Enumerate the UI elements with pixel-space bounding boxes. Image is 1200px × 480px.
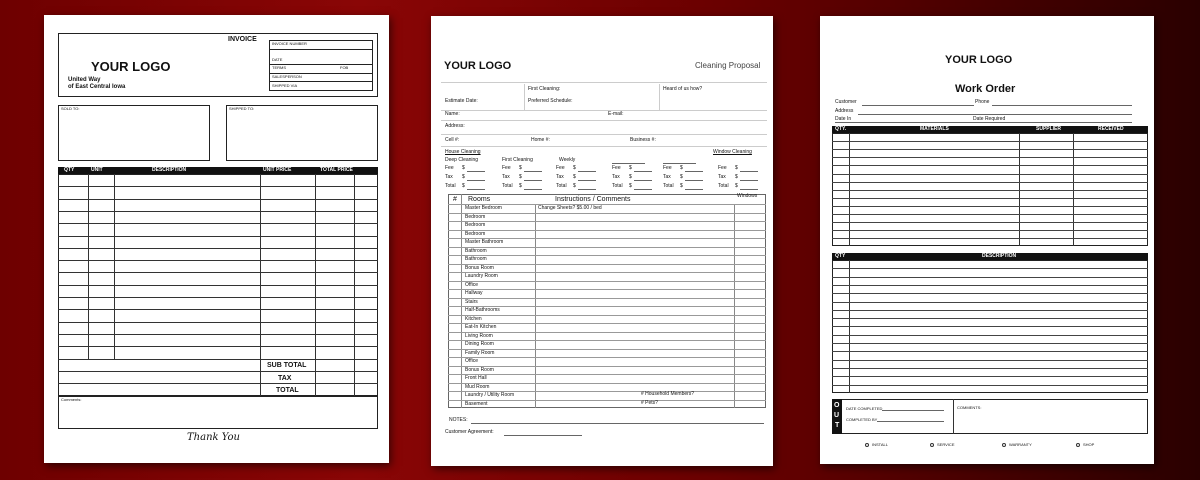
- col-qty: QTY: [64, 167, 75, 173]
- materials-row-line: [832, 149, 1148, 150]
- out-box: [832, 399, 1148, 434]
- install-label: INSTALL: [872, 442, 888, 447]
- first-cleaning-label: First Cleaning:: [528, 86, 561, 92]
- materials-row-line: [832, 165, 1148, 166]
- room-name: Mud Room: [465, 383, 490, 390]
- dollar-sign: $: [680, 174, 683, 180]
- room-row-line: [448, 366, 766, 367]
- cleaning-proposal-sheet: [431, 16, 773, 466]
- materials-row-line: [832, 190, 1148, 191]
- dollar-sign: $: [735, 183, 738, 189]
- invoice-row-line: [58, 211, 378, 212]
- tax-label: Tax: [502, 174, 510, 180]
- estimate-date-label: Estimate Date:: [445, 98, 478, 104]
- total-label: Total: [556, 183, 567, 189]
- dollar-sign: $: [462, 174, 465, 180]
- room-row-line: [448, 374, 766, 375]
- dollar-sign: $: [680, 183, 683, 189]
- room-name: Stairs: [465, 298, 478, 305]
- invoice-col-line: [114, 174, 115, 359]
- total-label: Total: [445, 183, 456, 189]
- dollar-sign: $: [680, 165, 683, 171]
- total-label: Total: [718, 183, 729, 189]
- amount-field[interactable]: [578, 171, 596, 172]
- col-description-wo: DESCRIPTION: [982, 253, 1017, 259]
- amount-field[interactable]: [740, 189, 758, 190]
- warranty-label: WARRANTY: [1009, 442, 1032, 447]
- shipped-to-label: SHIPPED TO:: [229, 106, 255, 111]
- dollar-sign: $: [735, 174, 738, 180]
- room-name: Office: [465, 358, 478, 364]
- room-row-line: [448, 340, 766, 341]
- dollar-sign: $: [519, 183, 522, 189]
- materials-row-line: [832, 230, 1148, 231]
- room-name: Bedroom: [465, 213, 486, 220]
- room-name: Basement: [465, 400, 488, 407]
- room-row-line: [448, 349, 766, 350]
- col-total-price: TOTAL PRICE: [320, 167, 353, 173]
- warranty-checkbox[interactable]: [1002, 443, 1006, 447]
- shop-checkbox[interactable]: [1076, 443, 1080, 447]
- room-name: Master Bedroom: [465, 205, 502, 211]
- amount-field[interactable]: [524, 171, 542, 172]
- room-name: Laundry Room: [465, 273, 498, 279]
- invoice-row-line: [58, 383, 378, 384]
- room-name: Bathroom: [465, 247, 487, 254]
- home-label: Home #:: [531, 137, 550, 143]
- invoice-col-line: [88, 174, 89, 359]
- rooms-hash-header: #: [453, 196, 457, 203]
- description-table-header: [832, 253, 1148, 260]
- amount-field[interactable]: [467, 180, 485, 181]
- room-name: Dining Room: [465, 341, 494, 347]
- total-label: Total: [612, 183, 623, 189]
- room-row-line: [448, 247, 766, 248]
- invoice-row-line: [58, 260, 378, 261]
- room-name: Family Room: [465, 349, 495, 356]
- room-row-line: [448, 315, 766, 316]
- col-unit: UNIT: [91, 167, 103, 173]
- invoice-sheet: [44, 15, 389, 463]
- invoice-col-line: [260, 174, 261, 396]
- description-row-line: [832, 326, 1148, 327]
- invoice-row-line: [58, 371, 378, 372]
- service-checkbox[interactable]: [930, 443, 934, 447]
- window-cleaning-label: Window Cleaning: [713, 149, 752, 155]
- room-name: Bedroom: [465, 222, 486, 228]
- amount-field[interactable]: [524, 180, 542, 181]
- shop-label: SHOP: [1083, 442, 1095, 447]
- description-row-line: [832, 277, 1148, 278]
- invoice-row-line: [58, 334, 378, 335]
- room-row-line: [448, 264, 766, 265]
- invoice-row-line: [58, 186, 378, 187]
- materials-row-line: [832, 182, 1148, 183]
- completed-by-label: COMPLETED BY: [846, 417, 878, 422]
- room-name: Master Bathroom: [465, 239, 504, 245]
- dollar-sign: $: [519, 165, 522, 171]
- amount-field[interactable]: [685, 171, 703, 172]
- dollar-sign: $: [519, 174, 522, 180]
- dollar-sign: $: [573, 174, 576, 180]
- dollar-sign: $: [462, 165, 465, 171]
- invoice-org-line1: United Way: [68, 77, 101, 83]
- materials-row-line: [832, 198, 1148, 199]
- col-supplier: SUPPLIER: [1036, 126, 1062, 132]
- name-label: Name:: [445, 111, 460, 117]
- room-name: Office: [465, 281, 478, 288]
- description-row-line: [832, 318, 1148, 319]
- invoice-table-header: [58, 167, 378, 174]
- room-name: Bathroom: [465, 256, 487, 262]
- col-qty-1: QTY.: [835, 126, 847, 132]
- out-letter-t: T: [835, 422, 840, 429]
- dollar-sign: $: [629, 174, 632, 180]
- description-row-line: [832, 335, 1148, 336]
- dollar-sign: $: [629, 183, 632, 189]
- amount-field[interactable]: [467, 189, 485, 190]
- tax-label: TAX: [278, 375, 292, 382]
- invoice-field-date: DATE: [272, 57, 283, 62]
- amount-field[interactable]: [634, 180, 652, 181]
- invoice-col-line: [354, 174, 355, 396]
- install-checkbox[interactable]: [865, 443, 869, 447]
- invoice-row-line: [58, 309, 378, 310]
- room-name: Hallway: [465, 290, 483, 296]
- dollar-sign: $: [629, 165, 632, 171]
- household-members: # Household Members?: [641, 391, 695, 397]
- total-label: Total: [663, 183, 674, 189]
- materials-row-line: [832, 174, 1148, 175]
- tax-label: Tax: [445, 174, 453, 180]
- notes-label: NOTES:: [449, 417, 468, 423]
- amount-field[interactable]: [578, 189, 596, 190]
- invoice-row-line: [58, 236, 378, 237]
- room-row-line: [448, 357, 766, 358]
- materials-table-header: [832, 126, 1148, 133]
- amount-field[interactable]: [634, 171, 652, 172]
- invoice-row-line: [58, 322, 378, 323]
- description-row-line: [832, 268, 1148, 269]
- invoice-row-line: [58, 223, 378, 224]
- instructions-header: Instructions / Comments: [555, 196, 631, 203]
- tax-label: Tax: [612, 174, 620, 180]
- room-row-line: [448, 255, 766, 256]
- tax-label: Tax: [663, 174, 671, 180]
- comments-box: [58, 396, 378, 429]
- description-row-line: [832, 285, 1148, 286]
- col-unit-price: UNIT PRICE: [263, 167, 292, 173]
- description-row-line: [832, 368, 1148, 369]
- customer-label: Customer: [835, 99, 857, 105]
- materials-row-line: [832, 206, 1148, 207]
- address-label: Address:: [445, 123, 465, 129]
- sub-total-label: SUB TOTAL: [267, 362, 307, 369]
- pets: # Pets?: [641, 400, 658, 406]
- room-row-line: [448, 213, 766, 214]
- description-row-line: [832, 360, 1148, 361]
- invoice-row-line: [58, 359, 378, 360]
- amount-field[interactable]: [685, 189, 703, 190]
- description-row-line: [832, 302, 1148, 303]
- amount-field[interactable]: [578, 180, 596, 181]
- customer-agreement-label: Customer Agreement:: [445, 429, 494, 435]
- preferred-schedule-label: Preferred Schedule:: [528, 98, 573, 104]
- room-name: Bedroom: [465, 230, 486, 237]
- materials-row-line: [832, 238, 1148, 239]
- thank-you: Thank You: [187, 432, 240, 443]
- dollar-sign: $: [573, 183, 576, 189]
- fee-label: Fee: [556, 165, 565, 171]
- invoice-field-terms: TERMS: [272, 65, 286, 70]
- col-description: DESCRIPTION: [152, 167, 187, 173]
- room-row-line: [448, 221, 766, 222]
- description-row-line: [832, 351, 1148, 352]
- fee-label: Fee: [612, 165, 621, 171]
- room-name: Bonus Room: [465, 366, 494, 373]
- invoice-field-number: INVOICE NUMBER: [272, 41, 307, 46]
- dollar-sign: $: [462, 183, 465, 189]
- room-row-line: [448, 400, 766, 401]
- date-in-label: Date In: [835, 116, 852, 122]
- invoice-row-line: [58, 285, 378, 286]
- room-name: Bonus Room: [465, 264, 494, 271]
- amount-field[interactable]: [740, 171, 758, 172]
- room-row-line: [448, 289, 766, 290]
- fee-label: Fee: [502, 165, 511, 171]
- workorder-logo: YOUR LOGO: [945, 54, 1013, 66]
- invoice-row-line: [58, 297, 378, 298]
- phone-label: Phone: [975, 99, 990, 105]
- description-row-line: [832, 343, 1148, 344]
- materials-row-line: [832, 222, 1148, 223]
- room-row-line: [448, 383, 766, 384]
- room-name: Front Hall: [465, 375, 487, 381]
- email-label: E-mail:: [608, 111, 624, 117]
- invoice-field-salesperson: SALESPERSON: [272, 74, 302, 79]
- materials-row-line: [832, 157, 1148, 158]
- invoice-row-line: [58, 248, 378, 249]
- description-row-line: [832, 293, 1148, 294]
- fee-label: Fee: [663, 165, 672, 171]
- address-label-wo: Address: [835, 108, 854, 114]
- rooms-table: [448, 194, 766, 408]
- weekly-col: Weekly: [559, 157, 576, 163]
- materials-row-line: [832, 141, 1148, 142]
- amount-field[interactable]: [634, 189, 652, 190]
- out-letter-u: U: [834, 412, 840, 419]
- room-name: Half-Bathrooms: [465, 307, 500, 313]
- heard-label: Heard of us how?: [663, 86, 703, 92]
- invoice-field-fob: FOB: [340, 65, 349, 70]
- room-name: Eat-In Kitchen: [465, 324, 497, 330]
- description-row-line: [832, 310, 1148, 311]
- amount-field[interactable]: [467, 171, 485, 172]
- tax-label: Tax: [718, 174, 726, 180]
- room-name: Kitchen: [465, 315, 482, 322]
- amount-field[interactable]: [740, 180, 758, 181]
- tax-label: Tax: [556, 174, 564, 180]
- workorder-title: Work Order: [955, 83, 1016, 95]
- date-required-label: Date Required: [973, 116, 1006, 122]
- dollar-sign: $: [735, 165, 738, 171]
- invoice-row-line: [58, 346, 378, 347]
- total-label: TOTAL: [276, 387, 299, 394]
- amount-field[interactable]: [524, 189, 542, 190]
- fee-label: Fee: [718, 165, 727, 171]
- first-cleaning-col: First Cleaning: [502, 157, 533, 163]
- cell-label: Cell #:: [445, 137, 460, 143]
- room-row-line: [448, 230, 766, 231]
- cleaning-logo: YOUR LOGO: [444, 60, 512, 72]
- description-row-line: [832, 376, 1148, 377]
- service-label: SERVICE: [937, 442, 955, 447]
- sold-to-label: SOLD TO:: [61, 106, 80, 111]
- materials-row-line: [832, 214, 1148, 215]
- dollar-sign: $: [573, 165, 576, 171]
- invoice-row-line: [58, 199, 378, 200]
- shipped-to-box: [226, 105, 378, 161]
- first-comment: Change Sheets? $5.00 / bed: [538, 205, 602, 211]
- room-name: Living Room: [465, 332, 493, 339]
- amount-field[interactable]: [685, 180, 703, 181]
- room-row-line: [448, 281, 766, 282]
- invoice-row-line: [58, 272, 378, 273]
- business-label: Business #:: [630, 137, 656, 143]
- room-name: Laundry / Utility Room: [465, 392, 515, 398]
- out-letter-o: O: [834, 402, 840, 409]
- invoice-org-line2: of East Central Iowa: [68, 84, 126, 90]
- deep-cleaning-col: Deep Cleaning: [445, 157, 479, 163]
- house-cleaning-label: House Cleaning: [445, 149, 481, 155]
- description-row-line: [832, 385, 1148, 386]
- invoice-col-line: [315, 174, 316, 396]
- col-received: RECEIVED: [1098, 126, 1124, 132]
- room-row-line: [448, 298, 766, 299]
- sold-to-box: [58, 105, 210, 161]
- invoice-logo: YOUR LOGO: [91, 59, 171, 74]
- windows-header: Windows: [737, 193, 758, 199]
- workorder-comments-label: COMMENTS:: [957, 405, 982, 410]
- col-qty-2: QTY: [835, 253, 846, 259]
- comments-label: Comments:: [61, 397, 82, 402]
- invoice-title: INVOICE: [228, 36, 257, 43]
- rooms-header: Rooms: [468, 196, 491, 203]
- total-label: Total: [502, 183, 513, 189]
- cleaning-title: Cleaning Proposal: [695, 61, 761, 70]
- col-materials: MATERIALS: [920, 126, 949, 132]
- date-completed-label: DATE COMPLETED: [846, 406, 883, 411]
- fee-label: Fee: [445, 165, 454, 171]
- work-order-sheet: [820, 16, 1154, 464]
- invoice-field-shipped-via: SHIPPED VIA: [272, 83, 298, 88]
- room-row-line: [448, 332, 766, 333]
